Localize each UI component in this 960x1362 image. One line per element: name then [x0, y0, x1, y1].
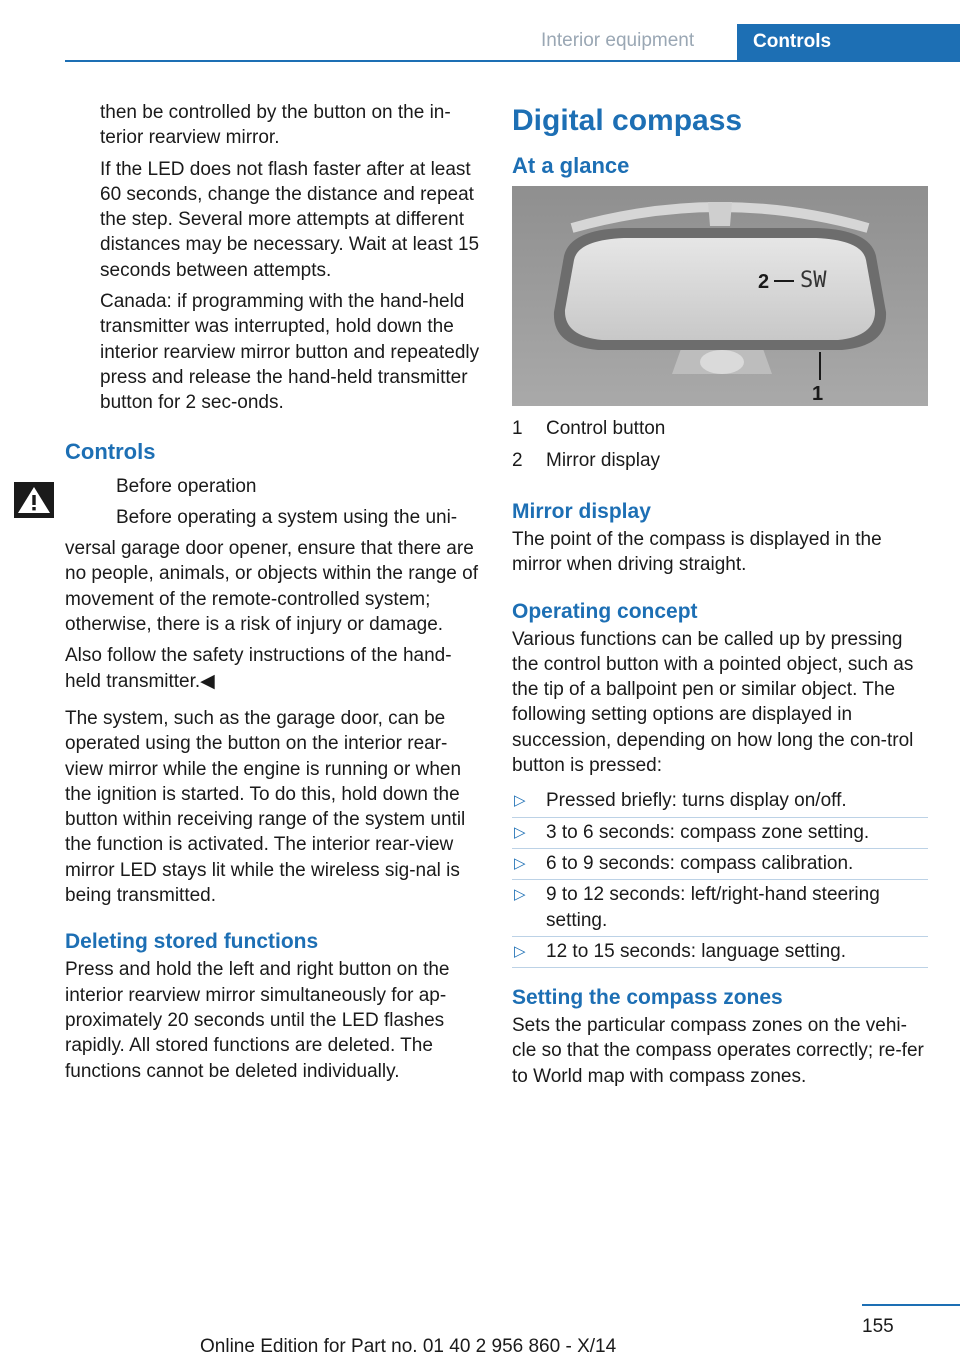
operating-concept-heading: Operating concept	[512, 599, 698, 623]
paragraph: If the LED does not flash faster after at least 60 seconds, change the distance and repeat the step. Several more attempts at different distances may be necessary. Wait at least 15 seconds between attempts.	[100, 158, 480, 281]
paragraph: Press and hold the left and right button on the interior rearview mirror simultaneously for ap-proximately 20 seconds until the LED flashes rapidly. All stored functions are deleted. The functions cannot be deleted individually.	[65, 959, 450, 1082]
legend-item	[512, 448, 928, 480]
deleting-heading: Deleting stored functions	[65, 930, 319, 954]
list-item: ▷ 6 to 9 seconds: compass calibration.	[512, 851, 928, 876]
warning-title: Before operation	[116, 475, 257, 497]
paragraph: then be controlled by the button on the in-terior rearview mirror.	[100, 102, 451, 149]
list-item: ▷ 12 to 15 seconds: language setting.	[512, 939, 928, 964]
warning-text-start: Before operating a system using the uni-	[116, 506, 458, 528]
mirror-illustration	[512, 186, 928, 406]
page-title: Digital compass	[512, 104, 743, 137]
mirror-display-heading: Mirror display	[512, 500, 651, 523]
header-tab-controls	[737, 24, 960, 62]
header-section-title: Interior equipment	[541, 30, 695, 51]
legend-text: Control button	[546, 418, 666, 439]
legend-item	[512, 416, 928, 448]
mirror-figure	[512, 186, 928, 406]
list-item: ▷ 9 to 12 seconds: left/right-hand steering setting.	[512, 882, 928, 933]
paragraph: Canada: if programming with the hand-held transmitter was interrupted, hold down the interior rearview mirror button and repeatedly press and release the hand-held transmitter button for 2 sec-onds.	[100, 291, 480, 414]
compass-zones-heading: Setting the compass zones	[512, 986, 783, 1010]
warning-text: Also follow the safety instructions of the hand-held transmitter.◀	[65, 645, 452, 692]
list-item: ▷ Pressed briefly: turns display on/off.	[512, 788, 928, 813]
paragraph: Various functions can be called up by pressing the control button with a pointed object, such as the tip of a ballpoint pen or similar object. The following setting options are displayed in succession, depending on how long the con-trol button is pressed:	[512, 628, 914, 777]
paragraph: Sets the particular compass zones on the vehi-cle so that the compass operates correctly; re-fer to World map with compass zones.	[512, 1015, 924, 1087]
options-list	[512, 788, 928, 964]
legend-number: 2	[512, 450, 523, 471]
left-column	[65, 100, 480, 1090]
warning-block	[65, 474, 480, 531]
right-column	[512, 100, 928, 1095]
at-a-glance-heading: At a glance	[512, 153, 630, 178]
header-tab-label: Controls	[753, 31, 832, 52]
figure-label-2: 2	[758, 271, 770, 293]
footer-edition: Online Edition for Part no. 01 40 2 956 860 - X/14	[200, 1336, 617, 1357]
legend-text: Mirror display	[546, 450, 661, 471]
warning-text: versal garage door opener, ensure that there are no people, animals, or objects within the range of movement of the remote-controlled system; otherwise, there is a risk of injury or damage.	[65, 538, 478, 636]
warning-icon	[14, 482, 54, 518]
legend-number: 1	[512, 418, 523, 439]
header-rule	[65, 60, 960, 62]
paragraph: The point of the compass is displayed in the mirror when driving straight.	[512, 529, 882, 576]
controls-heading: Controls	[65, 438, 156, 464]
mirror-display-text: SW	[800, 268, 827, 293]
paragraph: The system, such as the garage door, can be operated using the button on the interior rear-view mirror while the engine is running or when the ignition is started. To do this, hold down the button within receiving range of the system until the function is activated. The interior rear-view mirror LED stays lit while the wireless sig-nal is being transmitted.	[65, 707, 466, 907]
figure-label-1: 1	[812, 383, 824, 405]
list-item: ▷ 3 to 6 seconds: compass zone setting.	[512, 820, 928, 845]
page-number: 155	[862, 1316, 894, 1337]
footer-rule	[862, 1304, 960, 1306]
